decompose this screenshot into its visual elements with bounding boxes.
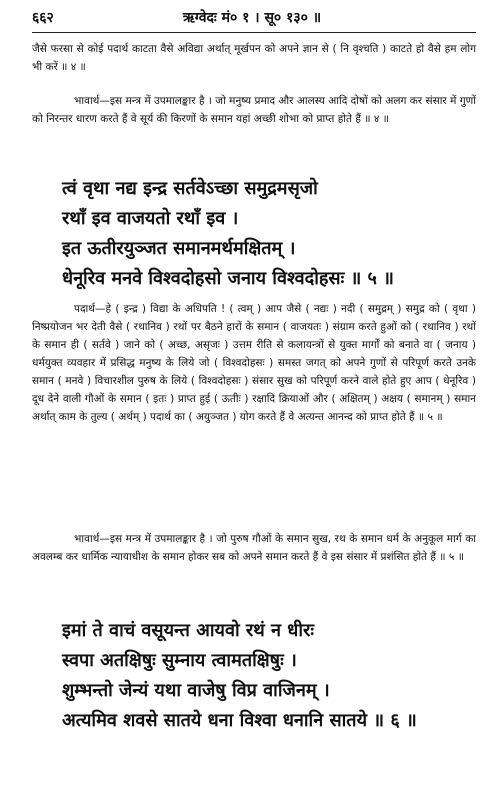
- mantra-6: [62, 616, 472, 736]
- page-number: ६६२: [32, 10, 54, 26]
- mantra-5-line: त्वं वृथा नद्य इन्द्र सर्तवेऽच्छा समुद्रमसृजो: [62, 178, 318, 199]
- header-rule: [32, 32, 476, 33]
- bhavarth-4: भावार्थ—इस मन्त्र में उपमालङ्कार है । जो मनुष्य प्रमाद और आलस्य आदि दोषों को अलग कर संसार में गुणों को निरन्तर धारण करते हैं वे सूर्य की किरणों के समान यहां अच्छी शोभा को प्राप्त होते हैं ॥ ४ ॥: [32, 95, 476, 125]
- page-header: [32, 8, 472, 28]
- bhavarth-5: भावार्थ—इस मन्त्र में उपमालङ्कार है । जो पुरुष गौओं के समान सुख, रथ के समान धर्म के अनुकूल मार्ग का अवलम्ब कर धार्मिक न्यायाधीश के समान होकर सब को अपने समान करते हैं वे इस संसार में प्रशंसित होते हैं ॥ ५ ॥: [32, 533, 476, 563]
- running-title: ऋग्वेदः मं० १ । सू० १३० ॥: [182, 10, 322, 26]
- mantra-5-line: इत ऊतीरयुञ्जत समानमर्थमक्षितम् ।: [62, 238, 296, 259]
- mantra-5-line: रथाँ इव वाजयतो रथाँ इव ।: [62, 208, 239, 229]
- mantra-6-line: शुम्भन्तो जेन्यं यथा वाजेषु विप्र वाजिनम् ।: [62, 680, 330, 701]
- mantra-5: [62, 174, 472, 294]
- mantra-6-line: इमां ते वाचं वसूयन्त आयवो रथं न धीरः: [62, 620, 314, 641]
- mantra-5-line: धेनूरिव मनवे विश्वदोहसो जनाय विश्वदोहसः ॥ ५ ॥: [62, 268, 394, 289]
- top-paragraph: जैसे फरसा से कोई पदार्थ काटता वैसे अविद्या अर्थात् मूर्खपन को अपने ज्ञान से ( नि वृश्चति ) काटते हो वैसे हम लोग भी करें ॥ ४ ॥: [32, 43, 476, 73]
- mantra-6-line: अत्यमिव शवसे सातये धना विश्वा धनानि सातये ॥ ६ ॥: [62, 710, 417, 731]
- padarth-5: पदार्थ—हे ( इन्द्र ) विद्या के अधिपति ! ( त्वम् ) आप जैसे ( नद्यः ) नदी ( समुद्रम् ) समुद्र को ( वृथा ) निष्प्रयोजन भर देती वैसे ( रथानिव ) रथों पर बैठने हारों के समान ( वाजयतः ) संग्राम करते हुओं को ( रथानिव ) रथों के समान ही ( सर्तवे ) जाने को ( अच्छ, असृजः ) उत्तम रीति से कलायन्त्रों से युक्त मार्गों को बनाते वा ( जनाय ) धर्मयुक्त व्यवहार में प्रसिद्ध मनुष्य के लिये जो ( विश्वदोहसः ) समस्त जगत् को अपने गुणों से परिपूर्ण करते उनके समान ( मनवे ) विचारशील पुरुष के लिये ( विश्वदोहसः ) संसार सुख को परिपूर्ण करने वाले होते हुए आप ( धेनूरिव ) दूध देने वाली गौओं के समान ( इतः ) प्राप्त हुई ( ऊतीः ) रक्षादि क्रियाओं और ( अक्षितम् ) अक्षय ( समानम् ) समान अर्थात् काम के तुल्य ( अर्थम् ) पदार्थ का ( अयुञ्जत ) योग करते हैं वे अत्यन्त आनन्द को प्राप्त होते हैं ॥ ५ ॥: [32, 303, 476, 423]
- mantra-6-line: स्वपा अतक्षिषुः सुम्नाय त्वामतक्षिषुः ।: [62, 650, 297, 671]
